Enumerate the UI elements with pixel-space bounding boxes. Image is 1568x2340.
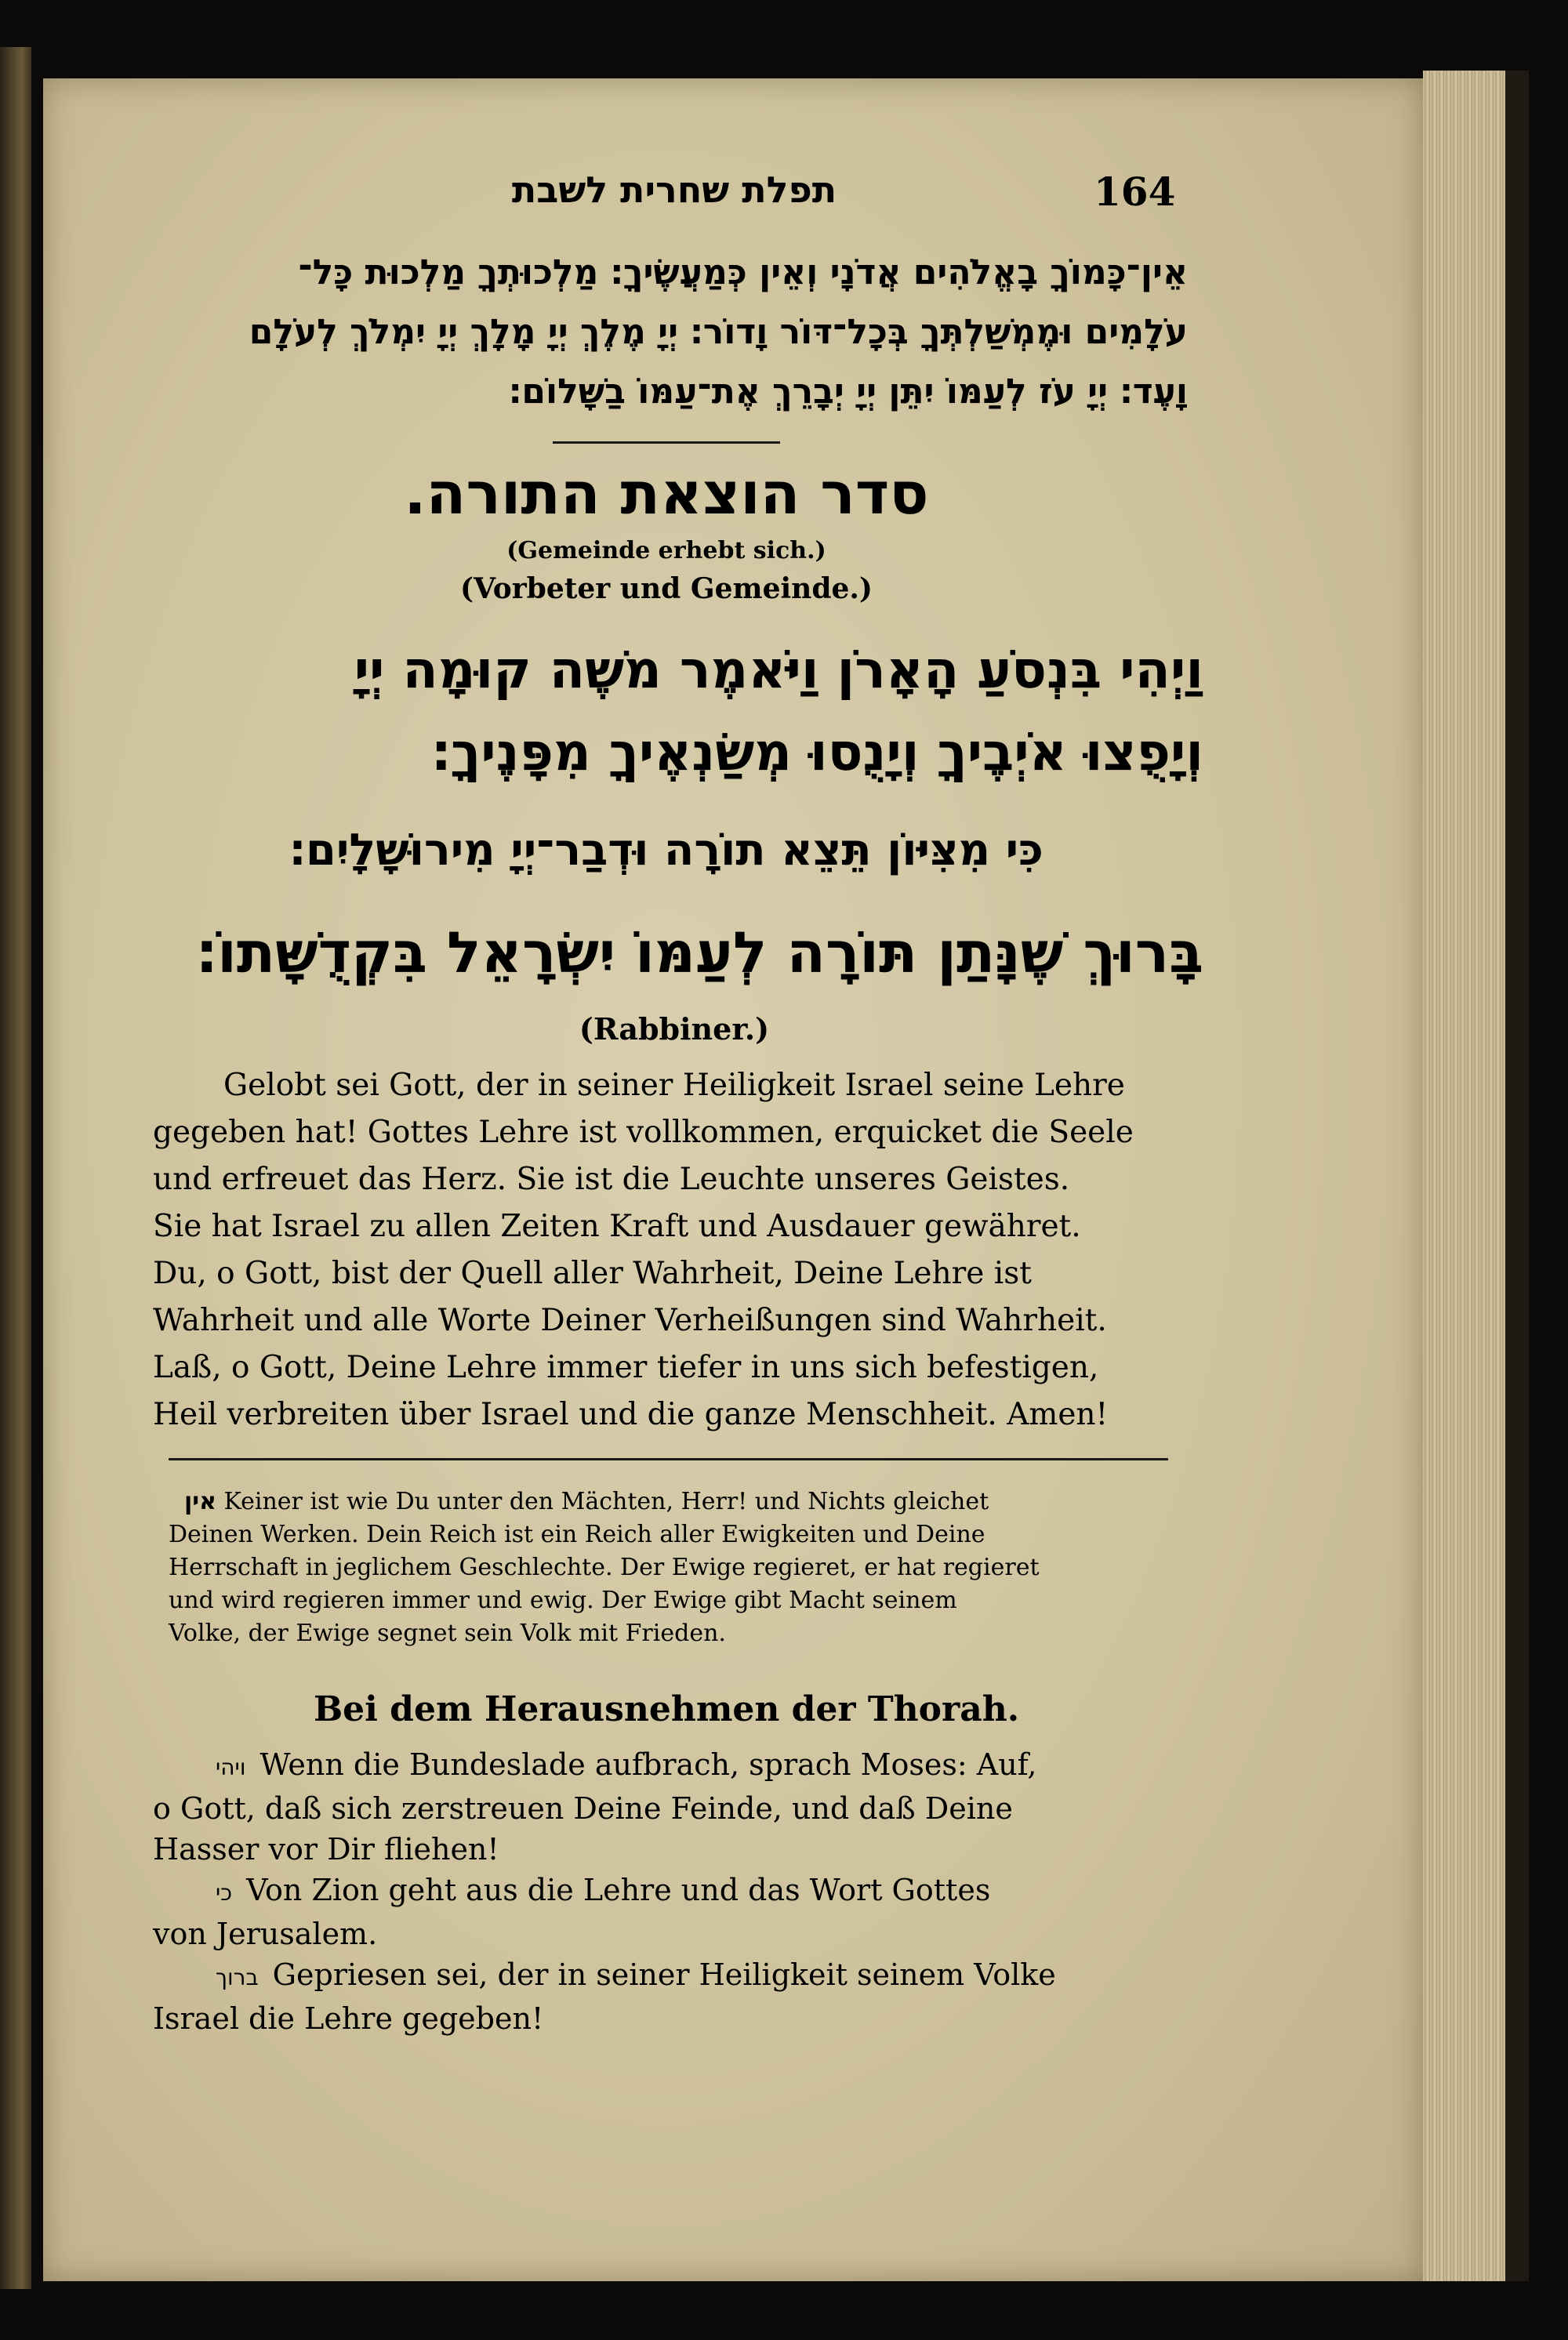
explanation-text: Wenn die Bundeslade aufbrach, sprach Moses: Auf,	[260, 1747, 1037, 1782]
explanation-line: Hasser vor Dir fliehen!	[153, 1832, 499, 1867]
text-line: Sie hat Israel zu allen Zeiten Kraft und Ausdauer gewähret.	[153, 1209, 1081, 1244]
text-line: Heil verbreiten über Israel und die ganze Menschheit. Amen!	[153, 1397, 1109, 1432]
footnote-line: Volke, der Ewige segnet sein Volk mit Frieden.	[169, 1620, 726, 1647]
explanation-text: Gepriesen sei, der in seiner Heiligkeit seinem Volke	[272, 1957, 1056, 1992]
book-spine	[0, 47, 31, 2289]
verse-marker: כי	[216, 1880, 233, 1906]
section-title: סדר הוצאת התורה.	[404, 460, 929, 528]
explanation-line: o Gott, daß sich zerstreuen Deine Feinde, und daß Deine	[153, 1791, 1013, 1826]
ki-mitzion-verse: כִּי מִצִּיּוֹן תֵּצֵא תוֹרָה וּדְבַר־יְיָ מִירוּשָׁלָיִם׃	[289, 825, 1044, 876]
page-number: 164	[1094, 169, 1176, 215]
section-divider	[553, 441, 780, 444]
rubric-note: (Gemeinde erhebt sich.)	[506, 537, 826, 564]
text-line: Gelobt sei Gott, der in seiner Heiligkeit Israel seine Lehre	[223, 1068, 1125, 1103]
page-header	[0, 169, 1568, 223]
hebrew-line: וָעֶד׃ יְיָ עֹז לְעַמּוֹ יִתֵּן יְיָ יְבָרֵךְ אֶת־עַמּוֹ בַשָּׁלוֹם׃	[509, 372, 1188, 412]
footnote	[169, 1486, 1168, 1650]
footnote-text: Keiner ist wie Du unter den Mächten, Herr! und Nichts gleichet	[223, 1488, 989, 1515]
text-line: Du, o Gott, bist der Quell aller Wahrheit, Deine Lehre ist	[153, 1256, 1032, 1291]
rubric-note: (Vorbeter und Gemeinde.)	[460, 572, 873, 605]
verse-marker: ויהי	[216, 1754, 246, 1780]
explanation-line	[153, 1954, 1172, 1998]
footnote-line: Deinen Werken. Dein Reich ist ein Reich aller Ewigkeiten und Deine	[169, 1521, 985, 1548]
vayehi-verse-line: וַיְהִי בִּנְסֹעַ הָאָרֹן וַיֹּאמֶר משֶׁה קוּמָה יְיָ	[354, 640, 1203, 700]
vayehi-verse-line: וְיָפֻצוּ אֹיְבֶיךָ וְיָנֻסוּ מְשַׂנְאֶיךָ מִפָּנֶיךָ׃	[431, 722, 1203, 782]
text-line: Laß, o Gott, Deine Lehre immer tiefer in uns sich befestigen,	[153, 1350, 1099, 1385]
hebrew-line: אֵין־כָּמוֹךָ בָאֱלֹהִים אֲדֹנָי וְאֵין כְּמַעֲשֶׂיךָ׃ מַלְכוּתְךָ מַלְכוּת כָּל־	[298, 252, 1188, 292]
footnote-rule	[169, 1458, 1168, 1460]
footnote-line: und wird regieren immer und ewig. Der Ewige gibt Macht seinem	[169, 1587, 957, 1614]
explanation-line: Israel die Lehre gegeben!	[153, 2001, 544, 2036]
explanation-line	[153, 1870, 1172, 1914]
text-line: gegeben hat! Gottes Lehre ist vollkommen, erquicket die Seele	[153, 1115, 1134, 1150]
explanation-text: Von Zion geht aus die Lehre und das Wort Gottes	[246, 1873, 991, 1907]
explanation-heading: Bei dem Herausnehmen der Thorah.	[313, 1689, 1020, 1729]
baruch-verse: בָּרוּךְ שֶׁנָּתַן תּוֹרָה לְעַמּוֹ יִשְׂרָאֵל בִּקְדֻשָּׁתוֹ׃	[196, 920, 1203, 985]
rabbiner-label: (Rabbiner.)	[579, 1011, 770, 1047]
rabbiner-prayer	[153, 1062, 1172, 1438]
verse-marker: ברוך	[216, 1965, 259, 1990]
explanation-line	[153, 1744, 1172, 1788]
hebrew-line: עֹלָמִים וּמֶמְשַׁלְתְּךָ בְּכָל־דּוֹר וָדוֹר׃ יְיָ מֶלֶךְ יְיָ מָלָךְ יְיָ יִמְלֹךְ לְעֹלָם	[249, 312, 1188, 352]
text-line: Wahrheit und alle Worte Deiner Verheißungen sind Wahrheit.	[153, 1303, 1107, 1338]
footnote-line	[169, 1486, 1168, 1518]
explanation-block	[153, 1744, 1172, 2039]
book-shadow	[1505, 71, 1529, 2281]
footnote-line: Herrschaft in jeglichem Geschlechte. Der Ewige regieret, er hat regieret	[169, 1554, 1040, 1581]
page-edges	[1423, 71, 1505, 2281]
footnote-marker: אין	[184, 1488, 216, 1515]
ein-kamocha-prayer	[137, 243, 1188, 422]
text-line: und erfreuet das Herz. Sie ist die Leuchte unseres Geistes.	[153, 1162, 1070, 1197]
explanation-line: von Jerusalem.	[153, 1917, 378, 1951]
running-title: תפלת שחרית לשבת	[511, 169, 837, 211]
